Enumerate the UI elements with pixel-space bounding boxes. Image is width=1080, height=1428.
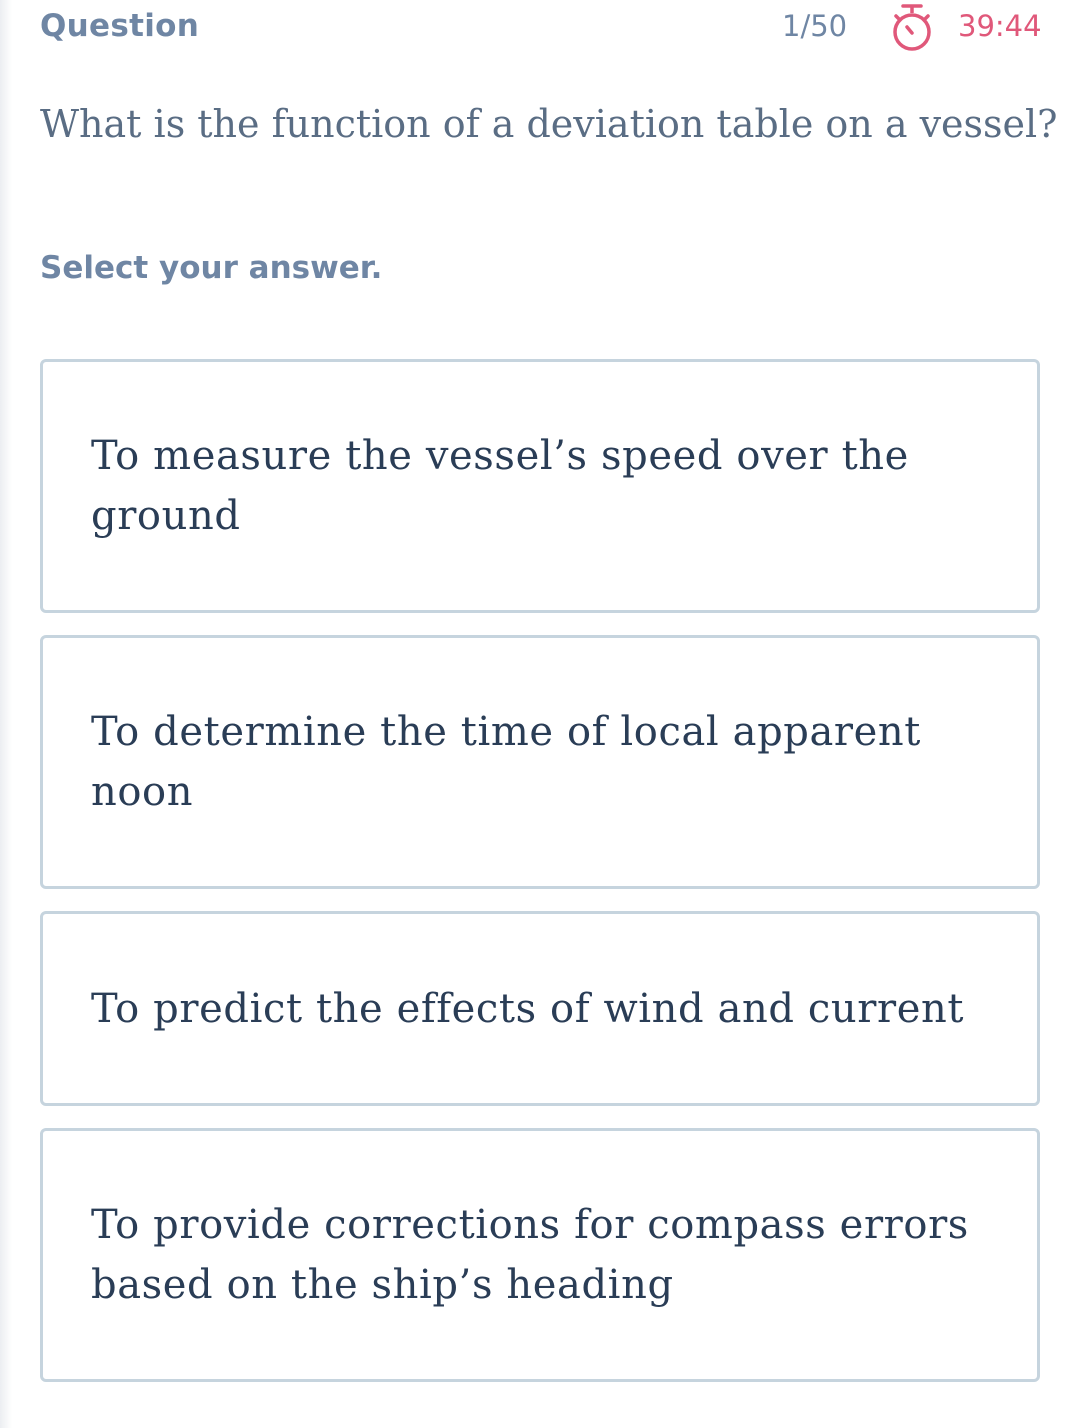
answer-option-4[interactable] [40,1128,1040,1382]
answer-options [40,359,1040,1404]
answer-option-text: To provide corrections for compass errors based on the ship’s heading [91,1202,969,1308]
answer-option-text: To measure the vessel’s speed over the ground [91,433,909,539]
select-instruction: Select your answer. [40,250,383,286]
answer-option-text: To determine the time of local apparent noon [91,709,921,815]
answer-option-2[interactable] [40,635,1040,889]
question-counter: 1/50 [782,9,848,43]
timer-value: 39:44 [958,9,1042,43]
answer-option-1[interactable] [40,359,1040,613]
question-label: Question [40,8,200,44]
quiz-header [40,0,1040,56]
answer-option-3[interactable] [40,911,1040,1106]
question-text: What is the function of a deviation table on a vessel? [40,102,1058,146]
answer-option-text: To predict the effects of wind and current [91,985,965,1032]
stopwatch-icon [890,2,934,52]
left-edge-shadow [0,0,12,1428]
